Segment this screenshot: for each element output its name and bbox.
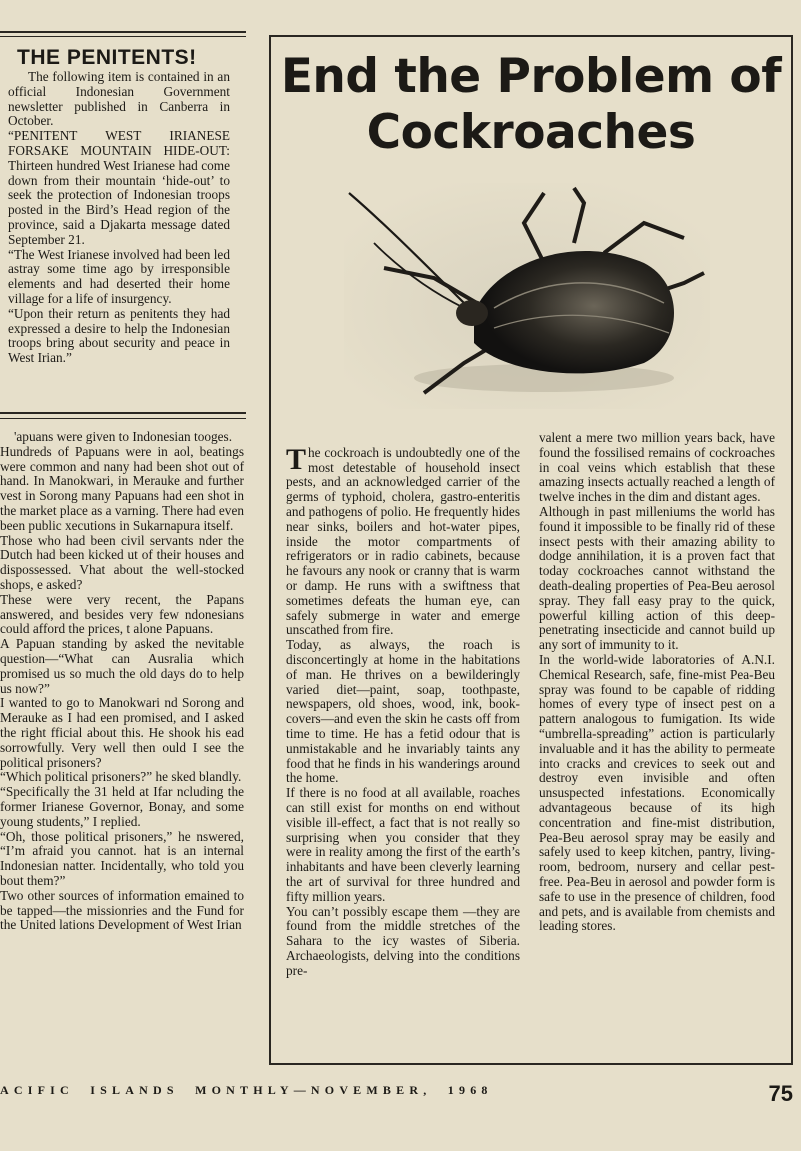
article-column-left: 'apuans were given to Indonesian tooges. Hundreds of Papuans were in aol, beatings were common and nany had been shot out of hand. In Manokwari, in Merauke and further vest in Sorong many Papuans had een shot in the market place as a varning. There had even been public xecutions in Sukarnapura itself. Those who had been civil servants nder the Dutch had been kicked ut of their houses and dispossessed. Vhat about the well-stocked shops, e asked? These were very recent, the Papans answered, and besides very few ndonesians could afford the prices, t alone Papuans. A Papuan standing by asked the nevitable question—“What can Ausralia which promised us so much the old days do to help us now?” I wanted to go to Manokwari nd Sorong and Merauke as I had een promised, and I asked the right fficial about this. He shook his ead sorrowfully. Very well then ould I see the political prisoners? “Which political prisoners?” he sked blandly. “Specifically the 31 held at Ifar ncluding the former Irianese Governor, Bonay, and some young students,” I replied. “Oh, those political prisoners,” he nswered, “I’m afraid you cannot. hat is an internal Indonesian natter. Incidentally, who told you bout them?” Two other sources of information emained to be tapped—the missionries and the Fund for the United lations Development of West Irian <box>0 429 244 933</box>
page-number: 75 <box>768 1081 793 1106</box>
sidebar-bottom-rule-thin <box>0 418 246 419</box>
cockroach-photo <box>344 183 710 409</box>
advert-column-2: valent a mere two million years back, have found the fossilised remains of cockroaches in coal veins which establish that these amazing insects actually reached a length of twelve inches in the dim and distant ages. Although in past milleniums the world has found it impossible to be finally rid of these insect pests with their amazing ability to dodge annihilation, it is a proven fact that today cockroaches cannot withstand the death-dealing properties of Pea-Beu aerosol spray. They fall easy pray to the quick, powerful killing action of this deep-penetrating insecticide and cannot build up any sort of immunity to it. In the world-wide laboratories of A.N.I. Chemical Research, safe, fine-mist Pea-Beu spray was found to be capable of ridding homes of every type of insect pest on a pattern analogous to fumigation. Its wide “umbrella-spreading” action is particularly invaluable and it has the ability to permeate into cracks and crevices to seek out and destroy even invisible and often unsuspected infestations. Economically advantageous because of its high concentration and fine-mist distribution, Pea-Beu aerosol spray may be easily and safely used to keep kitchen, pantry, living-room, bedroom, nursery and cellar pest-free. Pea-Beu in aerosol and powder form is safe to use in the presence of children, food and pets, and is available from chemists and leading stores. <box>539 430 775 934</box>
advert-title: End the Problem of Cockroaches <box>280 49 782 160</box>
advert-column-1-text: he cockroach is undoubtedly one of the most detestable of household insect pests, and an acknowledged carrier of the germs of typhoid, cholera, gastro-enteritis and pathogens of polio. He frequently hides near sinks, boilers and hot-water pipes, inside the motor compartments of refrigerators or in radio cabinets, because he favours any nook or cranny that is warm or damp. He runs with a swiftness that sometimes defeats the human eye, can safely submerge in water and emerge unscathed from fire. Today, as always, the roach is disconcertingly at home in the habitations of man. He thrives on a bewilderingly varied diet—paint, soap, toothpaste, newspapers, old shoes, wood, ink, book-covers—and even the skin he casts off from time to time. He has a fetid odour that is unmistakable and he invariably taints any food that he finds in his wanderings around the home. If there is no food at all available, roaches can still exist for months on end without visible ill-effect, a fact that is not really so surprising when you consider that they were in reality among the first of the earth’s inhabitants and have been cleverly learning the art of survival for three hundred and fifty million years. You can’t possibly escape them —they are found from the middle stretches of the Sahara to the icy wastes of Siberia. Archaeologists, delving into the conditions pre- <box>286 444 520 978</box>
sidebar-top-rule-thin <box>0 36 246 37</box>
sidebar-bottom-rule <box>0 412 246 414</box>
cockroach-advert <box>269 35 793 1065</box>
sidebar-top-rule <box>0 31 246 33</box>
sidebar-heading: THE PENITENTS! <box>17 46 197 69</box>
advert-column-1 <box>286 431 520 978</box>
running-footer: ACIFIC ISLANDS MONTHLY—NOVEMBER, 1968 <box>0 1083 493 1097</box>
advert-dropcap: T <box>286 442 307 476</box>
sidebar-body: The following item is contained in an official Indonesian Government newsletter published in Canberra in October. “PENITENT WEST IRIANESE FORSAKE MOUNTAIN HIDE-OUT: Thirteen hundred West Irianese had come down from their mountain ‘hide-out’ to seek the protection of Indonesian troops posted in the Bird’s Head region of the province, said a Djakarta message dated September 21. “The West Irianese involved had been led astray some time ago by irresponsible elements and had deserted their home village for a life of insurgency. “Upon their return as penitents they had expressed a desire to help the Indonesian troops bring about security and peace in West Irian.” <box>8 69 230 366</box>
